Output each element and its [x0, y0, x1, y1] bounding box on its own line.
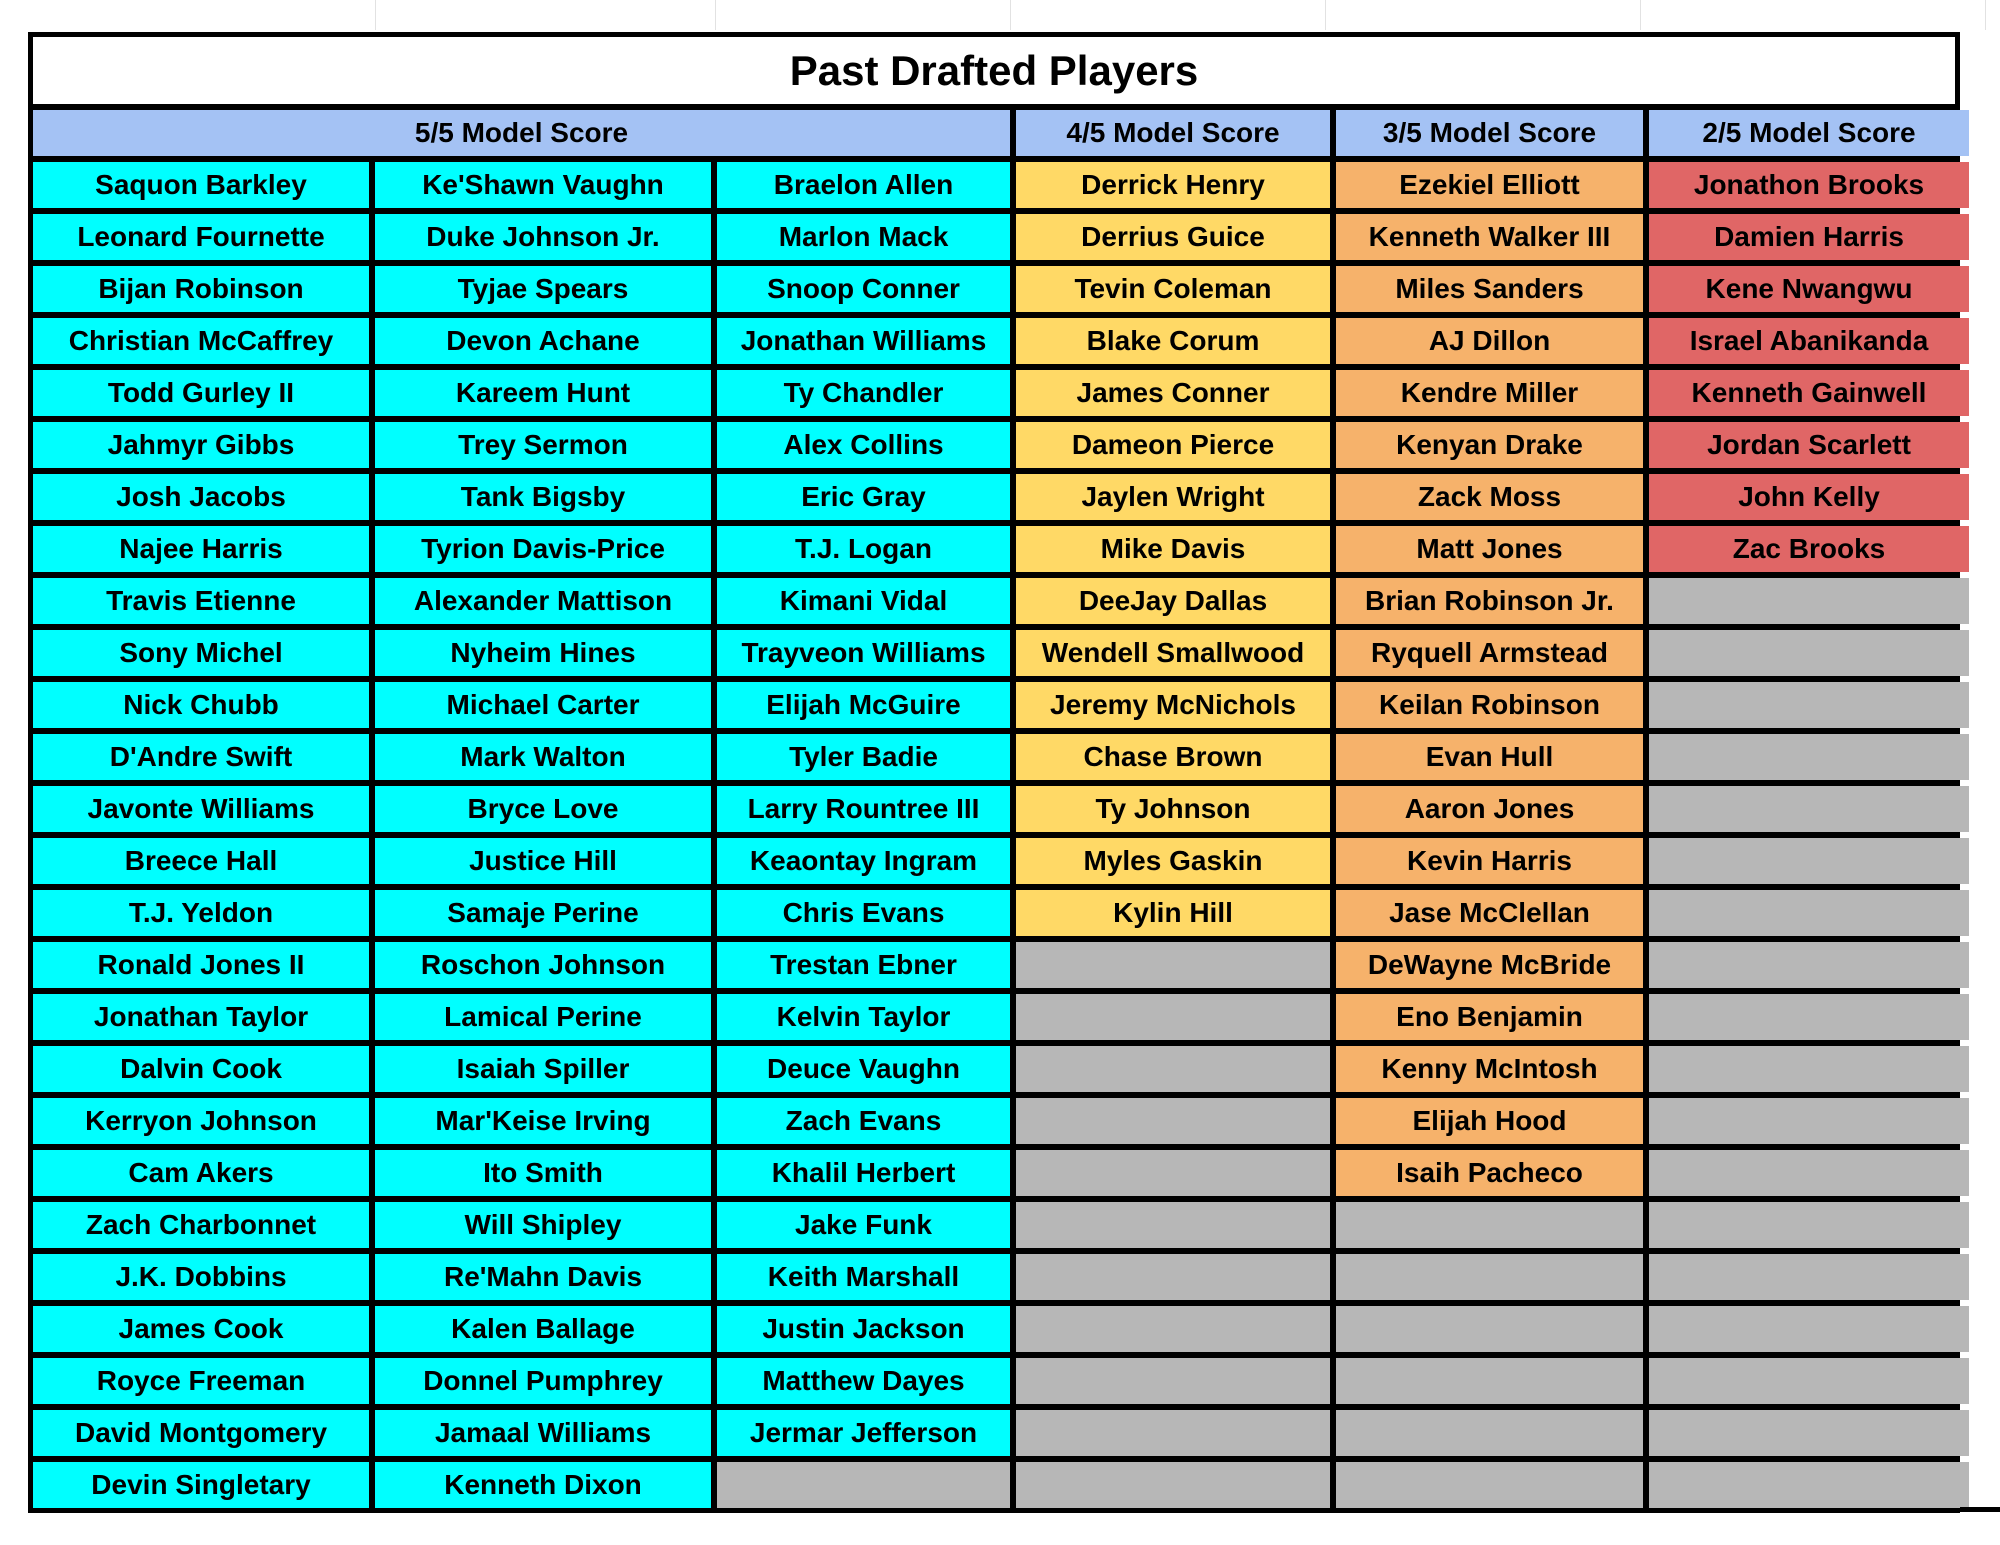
- player-cell: Ronald Jones II: [33, 942, 369, 988]
- player-cell: Kalen Ballage: [375, 1306, 711, 1352]
- player-cell: Kendre Miller: [1336, 370, 1643, 416]
- player-cell: Saquon Barkley: [33, 162, 369, 208]
- player-cell: Kerryon Johnson: [33, 1098, 369, 1144]
- player-cell: Bryce Love: [375, 786, 711, 832]
- player-cell: Devon Achane: [375, 318, 711, 364]
- player-cell: Kene Nwangwu: [1649, 266, 1969, 312]
- bottom-border-line: [1960, 1507, 2000, 1512]
- player-cell: Josh Jacobs: [33, 474, 369, 520]
- player-cell: Ezekiel Elliott: [1336, 162, 1643, 208]
- gridline: [715, 0, 716, 30]
- player-cell: Tyrion Davis-Price: [375, 526, 711, 572]
- empty-cell: [1336, 1410, 1643, 1456]
- player-cell: Todd Gurley II: [33, 370, 369, 416]
- player-cell: Chris Evans: [717, 890, 1010, 936]
- player-cell: Matthew Dayes: [717, 1358, 1010, 1404]
- player-cell: Mark Walton: [375, 734, 711, 780]
- empty-cell: [1649, 1410, 1969, 1456]
- player-cell: Keith Marshall: [717, 1254, 1010, 1300]
- player-cell: Justice Hill: [375, 838, 711, 884]
- player-cell: Michael Carter: [375, 682, 711, 728]
- player-cell: Kenneth Dixon: [375, 1462, 711, 1508]
- header-3-of-5: 3/5 Model Score: [1336, 110, 1643, 156]
- player-cell: Will Shipley: [375, 1202, 711, 1248]
- player-cell: James Conner: [1016, 370, 1330, 416]
- player-cell: DeeJay Dallas: [1016, 578, 1330, 624]
- player-cell: Justin Jackson: [717, 1306, 1010, 1352]
- player-cell: Zach Charbonnet: [33, 1202, 369, 1248]
- player-cell: Eric Gray: [717, 474, 1010, 520]
- empty-cell: [1336, 1254, 1643, 1300]
- player-cell: Jonathan Williams: [717, 318, 1010, 364]
- player-cell: Kylin Hill: [1016, 890, 1330, 936]
- empty-cell: [1649, 1462, 1969, 1508]
- empty-cell: [1649, 1046, 1969, 1092]
- gridline: [1325, 0, 1326, 30]
- player-cell: Donnel Pumphrey: [375, 1358, 711, 1404]
- table-title: Past Drafted Players: [33, 37, 1955, 104]
- column-4-of-5: [1016, 162, 1330, 1508]
- player-cell: Alexander Mattison: [375, 578, 711, 624]
- player-cell: Braelon Allen: [717, 162, 1010, 208]
- player-cell: Tyler Badie: [717, 734, 1010, 780]
- player-cell: Kimani Vidal: [717, 578, 1010, 624]
- header-2-of-5: 2/5 Model Score: [1649, 110, 1969, 156]
- player-cell: Miles Sanders: [1336, 266, 1643, 312]
- player-cell: Jahmyr Gibbs: [33, 422, 369, 468]
- player-cell: Snoop Conner: [717, 266, 1010, 312]
- player-cell: DeWayne McBride: [1336, 942, 1643, 988]
- player-cell: Evan Hull: [1336, 734, 1643, 780]
- player-cell: Keilan Robinson: [1336, 682, 1643, 728]
- player-cell: D'Andre Swift: [33, 734, 369, 780]
- empty-cell: [1336, 1306, 1643, 1352]
- empty-cell: [1016, 1150, 1330, 1196]
- player-cell: Trayveon Williams: [717, 630, 1010, 676]
- player-cell: Tank Bigsby: [375, 474, 711, 520]
- column-5-of-5-b: [375, 162, 711, 1508]
- player-cell: Royce Freeman: [33, 1358, 369, 1404]
- player-cell: T.J. Yeldon: [33, 890, 369, 936]
- player-cell: Chase Brown: [1016, 734, 1330, 780]
- empty-cell: [1336, 1358, 1643, 1404]
- empty-cell: [1016, 1462, 1330, 1508]
- player-cell: Kelvin Taylor: [717, 994, 1010, 1040]
- empty-cell: [717, 1462, 1010, 1508]
- player-cell: Jermar Jefferson: [717, 1410, 1010, 1456]
- empty-cell: [1336, 1202, 1643, 1248]
- player-cell: Cam Akers: [33, 1150, 369, 1196]
- empty-cell: [1649, 682, 1969, 728]
- player-cell: Myles Gaskin: [1016, 838, 1330, 884]
- player-cell: Tevin Coleman: [1016, 266, 1330, 312]
- empty-cell: [1016, 1254, 1330, 1300]
- player-cell: Aaron Jones: [1336, 786, 1643, 832]
- column-3-of-5: [1336, 162, 1643, 1508]
- player-cell: Ty Chandler: [717, 370, 1010, 416]
- player-cell: Damien Harris: [1649, 214, 1969, 260]
- gridline: [1010, 0, 1011, 30]
- empty-cell: [1016, 1046, 1330, 1092]
- player-cell: Dalvin Cook: [33, 1046, 369, 1092]
- player-cell: Mike Davis: [1016, 526, 1330, 572]
- player-cell: Zac Brooks: [1649, 526, 1969, 572]
- empty-cell: [1649, 1358, 1969, 1404]
- player-cell: Re'Mahn Davis: [375, 1254, 711, 1300]
- player-cell: Breece Hall: [33, 838, 369, 884]
- player-cell: Kenyan Drake: [1336, 422, 1643, 468]
- player-cell: Jeremy McNichols: [1016, 682, 1330, 728]
- player-cell: Jonathon Brooks: [1649, 162, 1969, 208]
- player-cell: AJ Dillon: [1336, 318, 1643, 364]
- player-cell: Zach Evans: [717, 1098, 1010, 1144]
- player-cell: Marlon Mack: [717, 214, 1010, 260]
- player-cell: Israel Abanikanda: [1649, 318, 1969, 364]
- player-cell: Duke Johnson Jr.: [375, 214, 711, 260]
- player-cell: Javonte Williams: [33, 786, 369, 832]
- player-cell: Devin Singletary: [33, 1462, 369, 1508]
- empty-cell: [1649, 630, 1969, 676]
- player-cell: Keaontay Ingram: [717, 838, 1010, 884]
- player-cell: Ryquell Armstead: [1336, 630, 1643, 676]
- player-cell: Kevin Harris: [1336, 838, 1643, 884]
- player-cell: Wendell Smallwood: [1016, 630, 1330, 676]
- player-cell: Najee Harris: [33, 526, 369, 572]
- player-cell: Nick Chubb: [33, 682, 369, 728]
- player-cell: Samaje Perine: [375, 890, 711, 936]
- player-cell: Dameon Pierce: [1016, 422, 1330, 468]
- player-cell: Khalil Herbert: [717, 1150, 1010, 1196]
- empty-cell: [1649, 578, 1969, 624]
- empty-cell: [1649, 942, 1969, 988]
- player-cell: Kareem Hunt: [375, 370, 711, 416]
- empty-cell: [1016, 994, 1330, 1040]
- empty-cell: [1649, 1306, 1969, 1352]
- player-cell: Sony Michel: [33, 630, 369, 676]
- player-cell: Jordan Scarlett: [1649, 422, 1969, 468]
- player-cell: T.J. Logan: [717, 526, 1010, 572]
- player-cell: Larry Rountree III: [717, 786, 1010, 832]
- player-cell: Lamical Perine: [375, 994, 711, 1040]
- player-cell: Roschon Johnson: [375, 942, 711, 988]
- player-cell: J.K. Dobbins: [33, 1254, 369, 1300]
- empty-cell: [1649, 1254, 1969, 1300]
- empty-cell: [1016, 1202, 1330, 1248]
- player-cell: Jase McClellan: [1336, 890, 1643, 936]
- player-cell: Travis Etienne: [33, 578, 369, 624]
- empty-cell: [1016, 1306, 1330, 1352]
- player-cell: John Kelly: [1649, 474, 1969, 520]
- empty-cell: [1649, 734, 1969, 780]
- player-cell: Eno Benjamin: [1336, 994, 1643, 1040]
- player-cell: Trey Sermon: [375, 422, 711, 468]
- player-cell: Jamaal Williams: [375, 1410, 711, 1456]
- player-cell: Leonard Fournette: [33, 214, 369, 260]
- player-table: [28, 32, 1960, 1513]
- player-cell: Trestan Ebner: [717, 942, 1010, 988]
- player-cell: Jaylen Wright: [1016, 474, 1330, 520]
- player-cell: Kenneth Walker III: [1336, 214, 1643, 260]
- empty-cell: [1649, 1202, 1969, 1248]
- table-grid: [33, 110, 1955, 1508]
- player-cell: Alex Collins: [717, 422, 1010, 468]
- empty-cell: [1649, 786, 1969, 832]
- empty-cell: [1016, 1098, 1330, 1144]
- player-cell: Nyheim Hines: [375, 630, 711, 676]
- column-2-of-5: [1649, 162, 1969, 1508]
- player-cell: Ty Johnson: [1016, 786, 1330, 832]
- empty-cell: [1016, 942, 1330, 988]
- empty-cell: [1649, 838, 1969, 884]
- empty-cell: [1016, 1358, 1330, 1404]
- player-cell: Kenneth Gainwell: [1649, 370, 1969, 416]
- player-cell: Deuce Vaughn: [717, 1046, 1010, 1092]
- gridline: [1640, 0, 1641, 30]
- player-cell: Ke'Shawn Vaughn: [375, 162, 711, 208]
- empty-cell: [1649, 1150, 1969, 1196]
- player-cell: Tyjae Spears: [375, 266, 711, 312]
- empty-cell: [1649, 1098, 1969, 1144]
- empty-cell: [1649, 890, 1969, 936]
- player-cell: Bijan Robinson: [33, 266, 369, 312]
- gridline: [375, 0, 376, 30]
- player-cell: Ito Smith: [375, 1150, 711, 1196]
- player-cell: Brian Robinson Jr.: [1336, 578, 1643, 624]
- player-cell: David Montgomery: [33, 1410, 369, 1456]
- player-cell: Derrius Guice: [1016, 214, 1330, 260]
- player-cell: Christian McCaffrey: [33, 318, 369, 364]
- empty-cell: [1649, 994, 1969, 1040]
- player-cell: Kenny McIntosh: [1336, 1046, 1643, 1092]
- player-cell: Blake Corum: [1016, 318, 1330, 364]
- player-cell: Isaih Pacheco: [1336, 1150, 1643, 1196]
- player-cell: Derrick Henry: [1016, 162, 1330, 208]
- player-cell: James Cook: [33, 1306, 369, 1352]
- player-cell: Jake Funk: [717, 1202, 1010, 1248]
- player-cell: Mar'Keise Irving: [375, 1098, 711, 1144]
- player-cell: Elijah Hood: [1336, 1098, 1643, 1144]
- player-cell: Elijah McGuire: [717, 682, 1010, 728]
- column-5-of-5-a: [33, 162, 369, 1508]
- player-cell: Matt Jones: [1336, 526, 1643, 572]
- player-cell: Isaiah Spiller: [375, 1046, 711, 1092]
- column-5-of-5-c: [717, 162, 1010, 1508]
- header-5-of-5: 5/5 Model Score: [33, 110, 1010, 156]
- header-4-of-5: 4/5 Model Score: [1016, 110, 1330, 156]
- gridline: [1985, 0, 1986, 30]
- player-cell: Zack Moss: [1336, 474, 1643, 520]
- player-cell: Jonathan Taylor: [33, 994, 369, 1040]
- empty-cell: [1016, 1410, 1330, 1456]
- empty-cell: [1336, 1462, 1643, 1508]
